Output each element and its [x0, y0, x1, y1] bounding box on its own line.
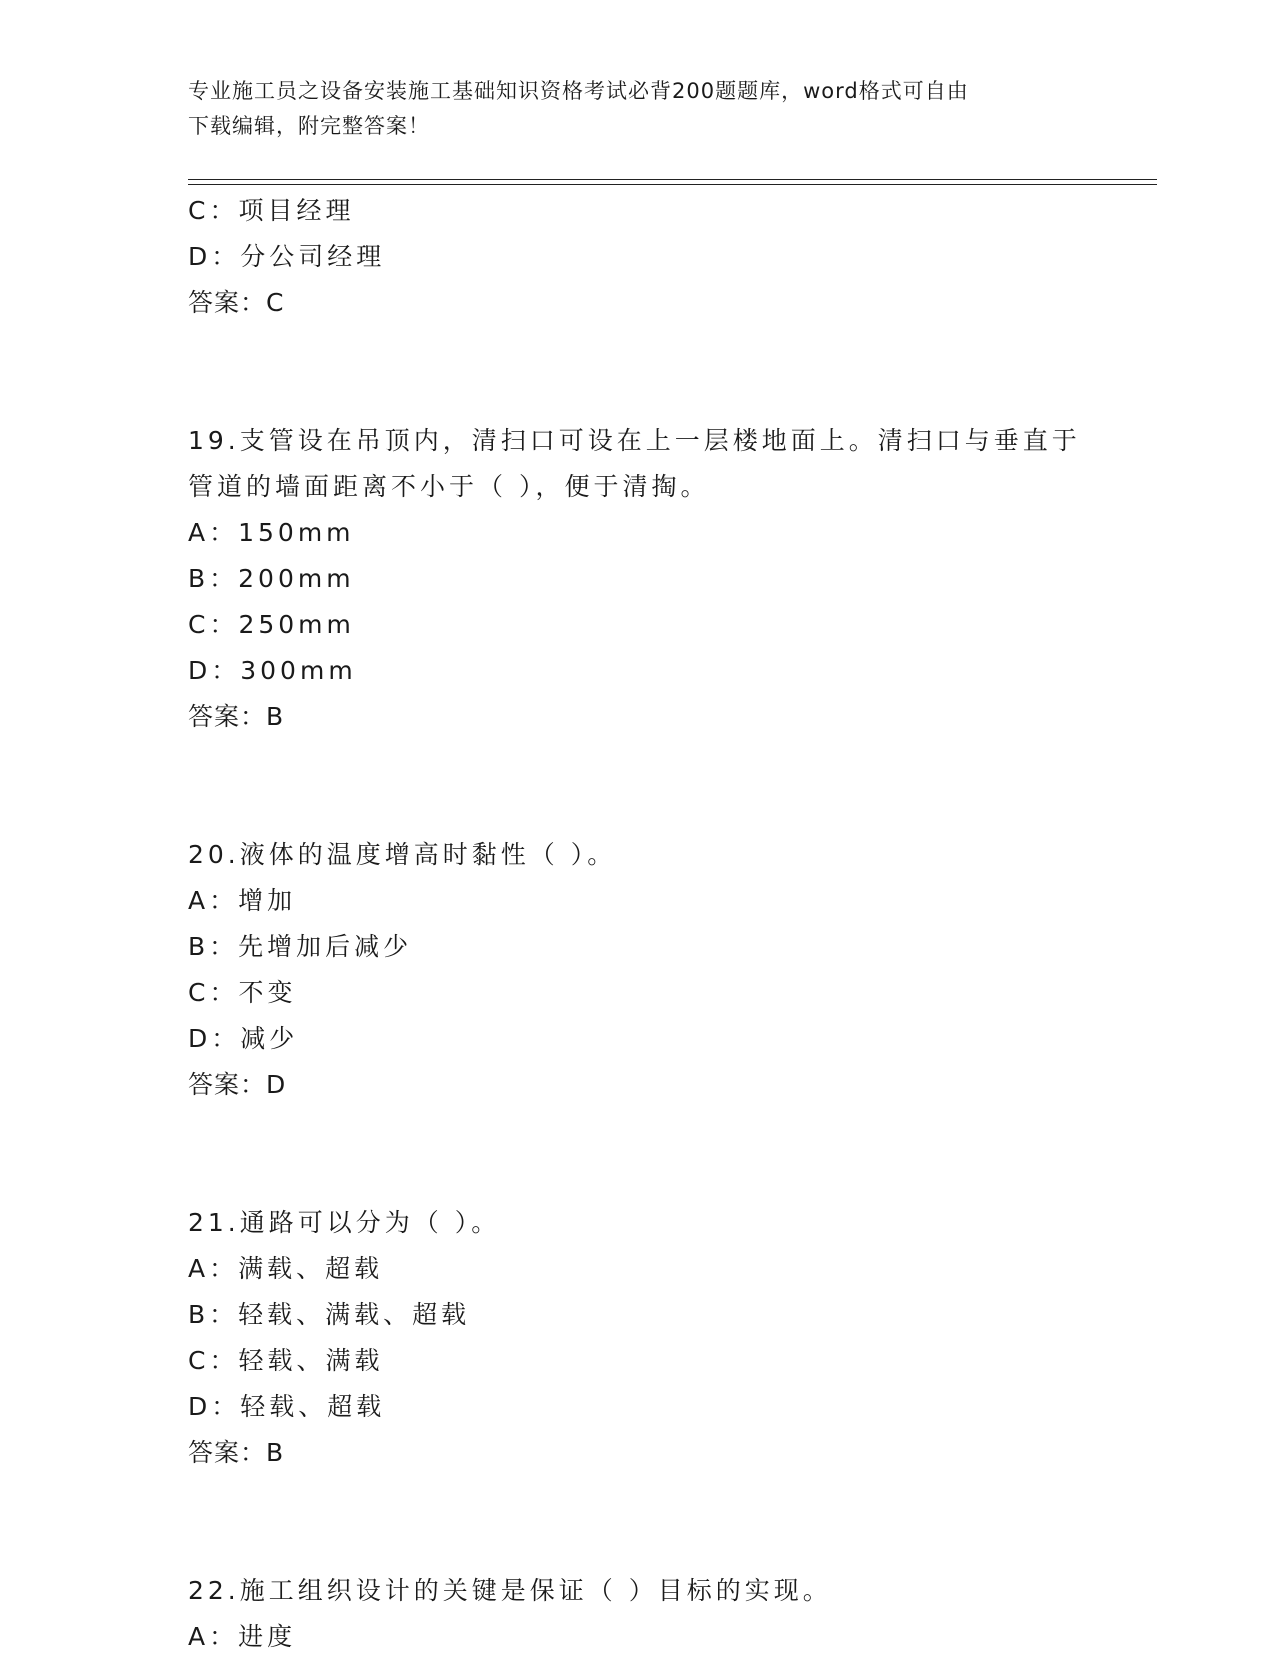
option-d: D：300mm — [188, 656, 357, 685]
option-c: C：250mm — [188, 610, 355, 639]
answer: 答案：C — [188, 288, 285, 317]
document-header — [188, 74, 1088, 144]
option-b: B：轻载、满载、超载 — [188, 1300, 471, 1329]
option-b: B：先增加后减少 — [188, 932, 413, 961]
answer: 答案：B — [188, 702, 285, 731]
option: D：分公司经理 — [188, 242, 386, 271]
question-19 — [188, 418, 1108, 740]
option-a: A：150mm — [188, 518, 355, 547]
option-d: D：轻载、超载 — [188, 1392, 386, 1421]
question-20 — [188, 832, 1108, 1108]
question-22 — [188, 1568, 1108, 1660]
question-content — [188, 188, 1108, 1660]
answer: 答案：B — [188, 1438, 285, 1467]
header-rule-bottom — [188, 184, 1157, 185]
question-stem: 20.液体的温度增高时黏性（ ）。 — [188, 840, 617, 869]
option-a: A：增加 — [188, 886, 297, 915]
header-line: 专业施工员之设备安装施工基础知识资格考试必背200题题库，word格式可自由 — [188, 79, 969, 103]
question-stem: 管道的墙面距离不小于（ ），便于清掏。 — [188, 472, 710, 501]
question-stem: 19.支管设在吊顶内，清扫口可设在上一层楼地面上。清扫口与垂直于 — [188, 426, 1081, 455]
option: C：项目经理 — [188, 196, 355, 225]
option-d: D：减少 — [188, 1024, 299, 1053]
option-a: A：进度 — [188, 1622, 297, 1651]
header-line: 下载编辑，附完整答案！ — [188, 114, 430, 138]
question-21 — [188, 1200, 1108, 1476]
option-c: C：不变 — [188, 978, 297, 1007]
question-stem: 21.通路可以分为（ ）。 — [188, 1208, 501, 1237]
answer: 答案：D — [188, 1070, 287, 1099]
header-rule-top — [188, 179, 1157, 180]
option-c: C：轻载、满载 — [188, 1346, 384, 1375]
option-b: B：200mm — [188, 564, 355, 593]
option-a: A：满载、超载 — [188, 1254, 384, 1283]
question-stem: 22.施工组织设计的关键是保证（ ）目标的实现。 — [188, 1576, 832, 1605]
